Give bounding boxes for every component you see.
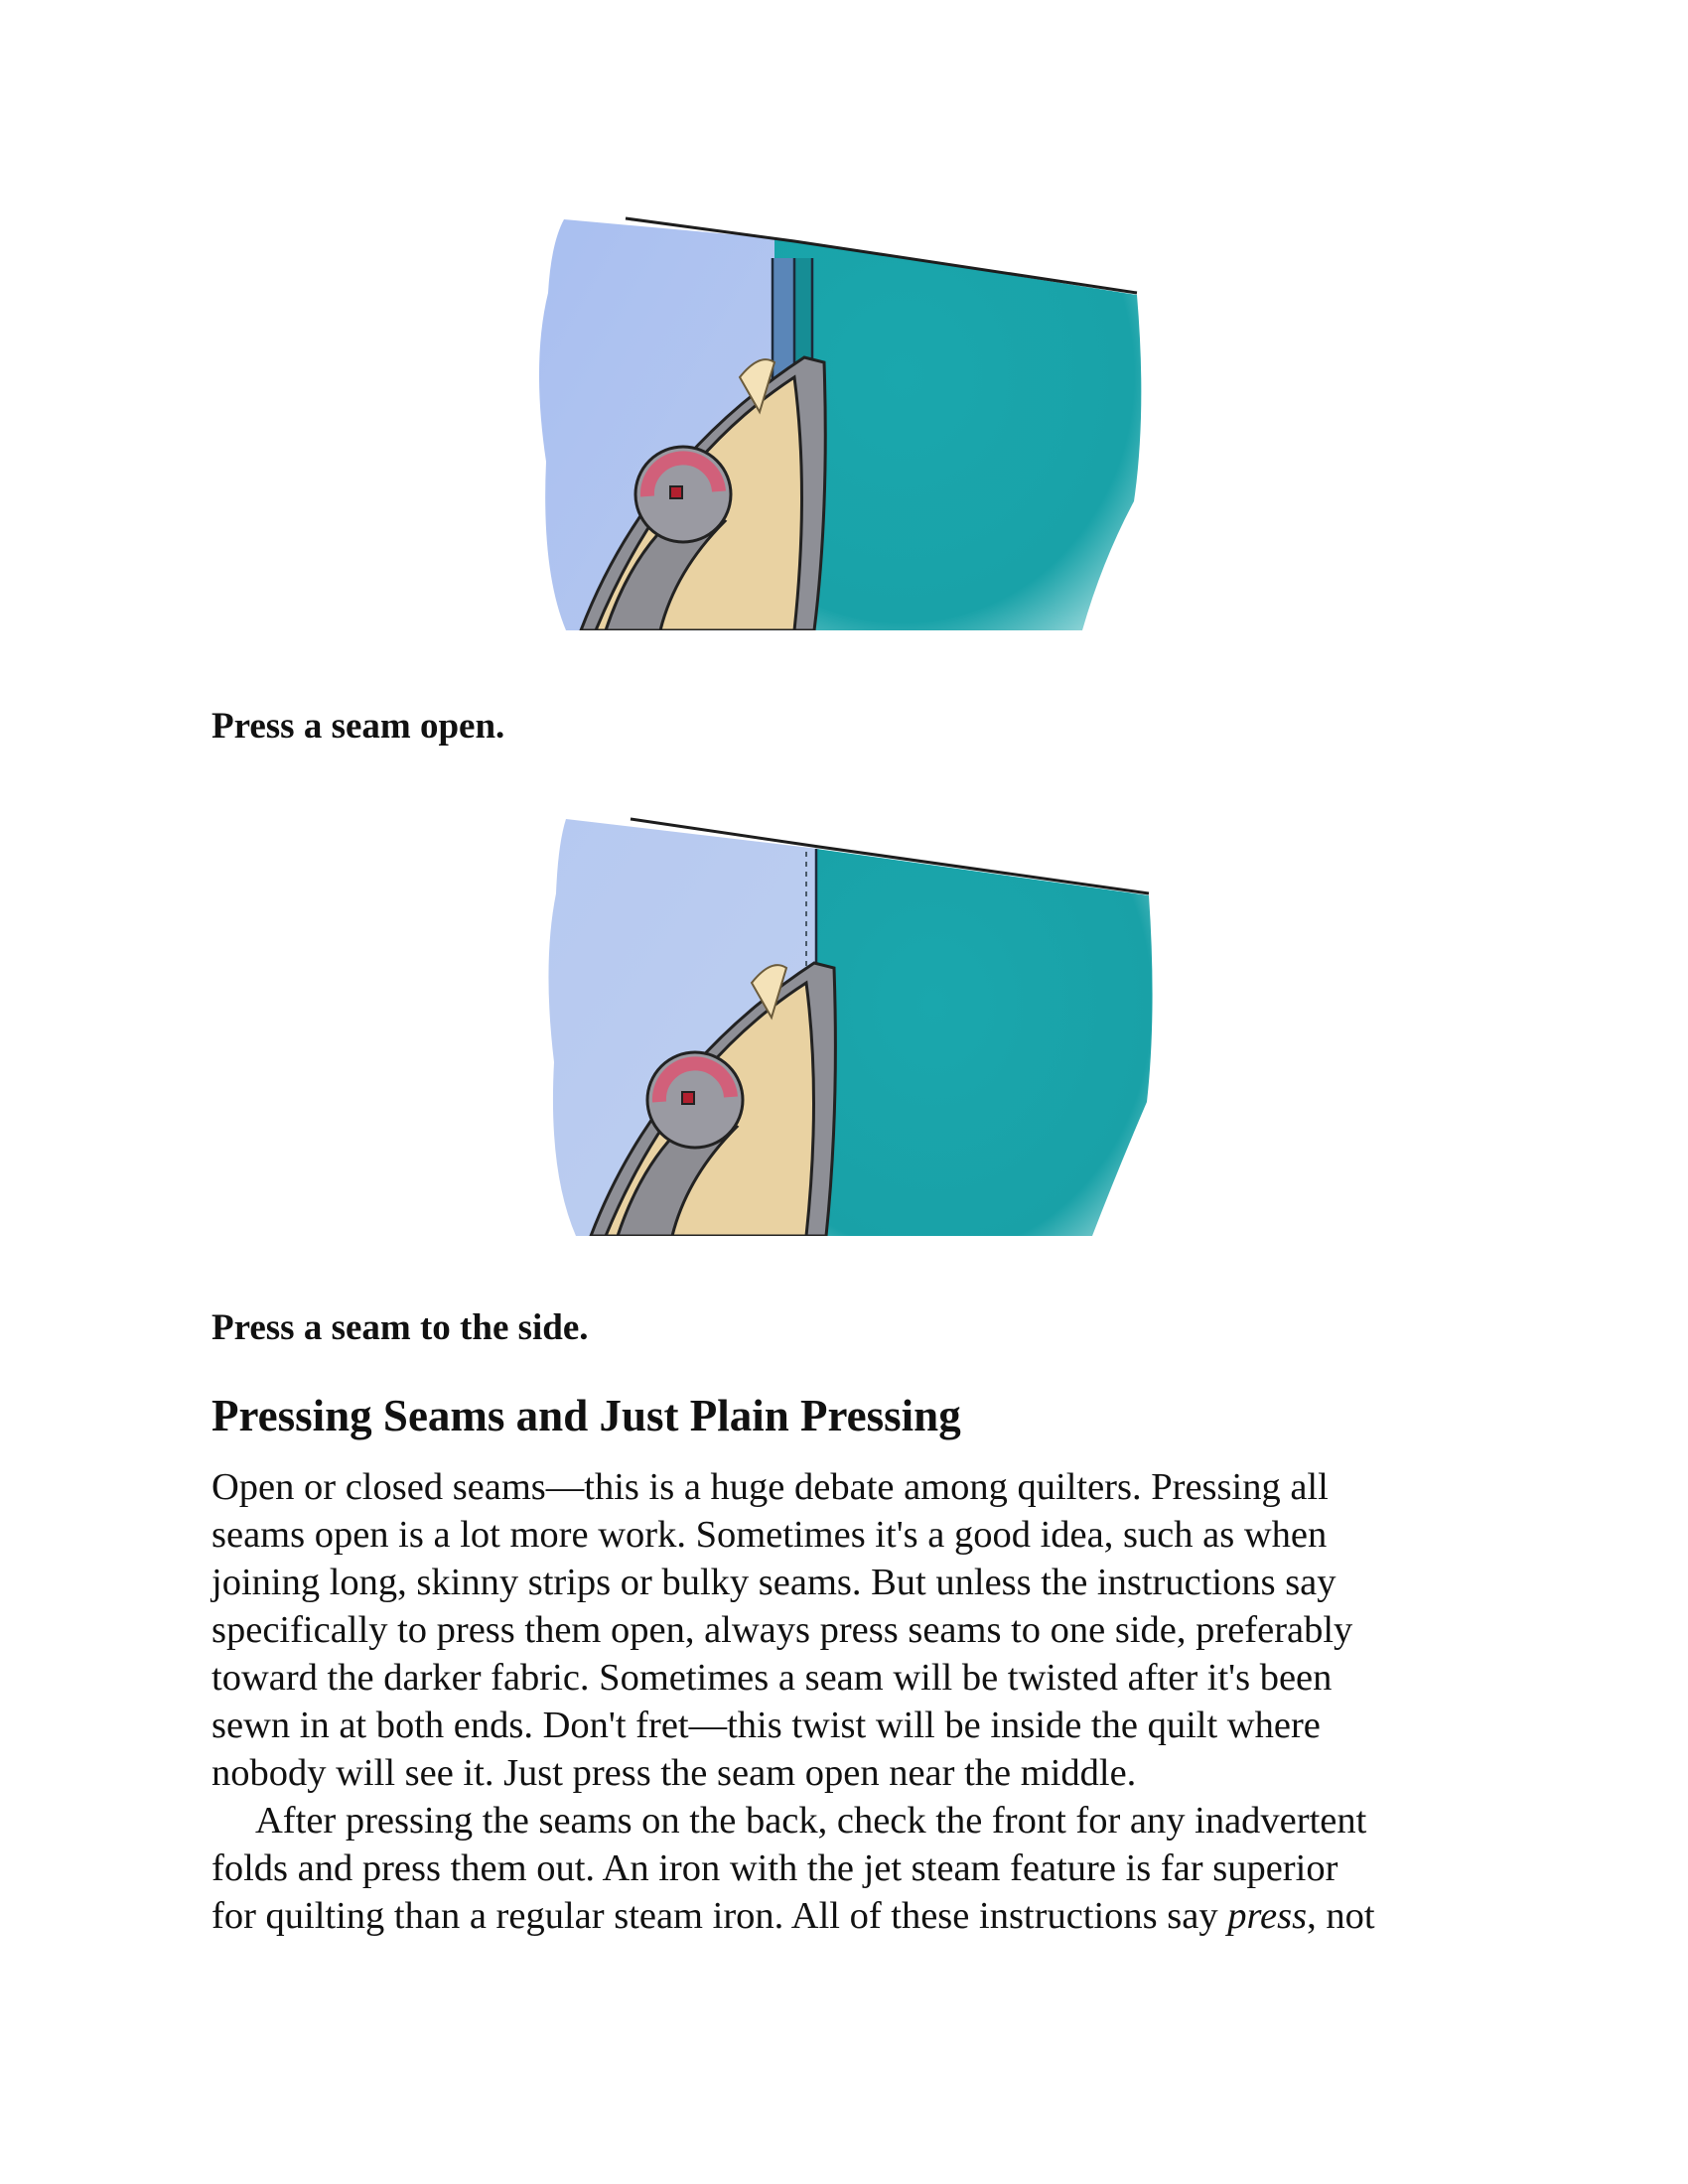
text-line: specifically to press them open, always press seams to one side, preferably (211, 1609, 1353, 1651)
section-heading: Pressing Seams and Just Plain Pressing (211, 1391, 961, 1440)
figure-caption-seam-open: Press a seam open. (211, 706, 505, 747)
teal-fabric (774, 238, 1141, 630)
text-line: seams open is a lot more work. Sometimes it's a good idea, such as when (211, 1514, 1328, 1556)
iron-pressing-seam-open-illustration (526, 213, 1147, 630)
text-line: Open or closed seams—this is a huge debate among quilters. Pressing all (211, 1466, 1329, 1508)
text-line: folds and press them out. An iron with the jet steam feature is far superior (211, 1847, 1338, 1889)
text-line: After pressing the seams on the back, check the front for any inadvertent (255, 1800, 1367, 1842)
figure-caption-seam-to-side: Press a seam to the side. (211, 1307, 589, 1348)
body-text (211, 1463, 1492, 1940)
text-run: for quilting than a regular steam iron. All of these instructions say (211, 1895, 1228, 1937)
emphasized-word: press (1227, 1895, 1308, 1937)
text-line: nobody will see it. Just press the seam open near the middle. (211, 1752, 1137, 1794)
iron-pressing-seam-to-side-illustration (536, 814, 1157, 1236)
text-line: toward the darker fabric. Sometimes a seam will be twisted after it's been (211, 1657, 1333, 1699)
text-line: sewn in at both ends. Don't fret—this twist will be inside the quilt where (211, 1705, 1321, 1746)
text-line: joining long, skinny strips or bulky seams. But unless the instructions say (211, 1562, 1336, 1603)
text-run: , not (1307, 1895, 1375, 1937)
teal-fabric (816, 849, 1153, 1236)
paragraph (211, 1797, 1492, 1940)
text-line (211, 1892, 1492, 1940)
paragraph (211, 1463, 1492, 1797)
